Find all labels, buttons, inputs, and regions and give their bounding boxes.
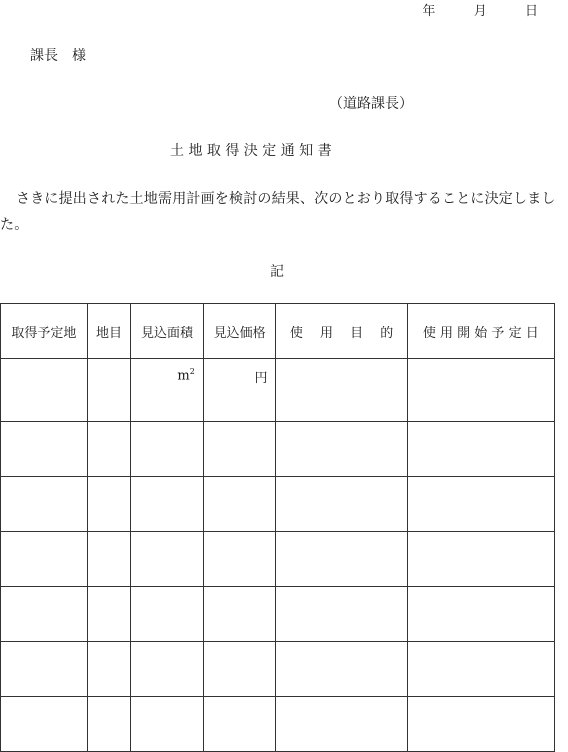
table-cell[interactable] (87, 477, 130, 532)
table-cell[interactable] (203, 587, 276, 642)
table-cell[interactable] (87, 697, 130, 752)
date-day: 日 (524, 4, 538, 19)
body-paragraph: さきに提出された土地需用計画を検討の結果、次のとおり取得することに決定しました。 (0, 191, 556, 233)
table-cell[interactable] (1, 422, 88, 477)
table-cell[interactable] (276, 422, 407, 477)
table-cell[interactable] (1, 532, 88, 587)
table-cell[interactable] (276, 697, 407, 752)
header-estimated-price: 見込価格 (203, 304, 276, 359)
table-cell[interactable] (131, 532, 204, 587)
acquisition-table (0, 303, 555, 752)
header-land-category: 地目 (87, 304, 130, 359)
table-row (1, 359, 555, 422)
table-cell[interactable] (407, 359, 554, 422)
header-purpose: 使 用 目 的 (276, 304, 407, 359)
table-cell[interactable] (1, 359, 88, 422)
table-cell[interactable] (276, 587, 407, 642)
table-cell[interactable] (131, 697, 204, 752)
table-cell[interactable] (131, 587, 204, 642)
area-unit-sup: 2 (189, 367, 195, 376)
table-cell[interactable] (407, 587, 554, 642)
table-cell[interactable] (407, 422, 554, 477)
date-year: 年 (422, 4, 436, 19)
header-start-date: 使 用 開 始 予 定 日 (407, 304, 554, 359)
addressee: 課長 様 (30, 48, 86, 64)
ki-label: 記 (270, 264, 284, 280)
table-cell[interactable] (407, 642, 554, 697)
empty-rows (1, 422, 555, 752)
date-month: 月 (473, 4, 487, 19)
price-unit: 円 (254, 371, 268, 386)
area-unit-cell[interactable] (131, 359, 204, 422)
table-cell[interactable] (87, 587, 130, 642)
table-cell[interactable] (87, 532, 130, 587)
table-row (1, 422, 555, 477)
table-cell[interactable] (1, 477, 88, 532)
document-title: 土 地 取 得 決 定 通 知 書 (170, 143, 332, 159)
area-unit: m (177, 368, 190, 384)
sender: （道路課長） (329, 96, 413, 112)
table-cell[interactable] (203, 422, 276, 477)
table-cell[interactable] (407, 477, 554, 532)
table-cell[interactable] (203, 642, 276, 697)
table-cell[interactable] (1, 587, 88, 642)
header-estimated-area: 見込面積 (131, 304, 204, 359)
table-cell[interactable] (203, 532, 276, 587)
table-cell[interactable] (87, 422, 130, 477)
table-cell[interactable] (131, 422, 204, 477)
header-planned-site: 取得予定地 (1, 304, 88, 359)
date-line (422, 0, 538, 19)
table-cell[interactable] (276, 532, 407, 587)
table-cell[interactable] (276, 642, 407, 697)
table-cell[interactable] (407, 532, 554, 587)
table-cell[interactable] (407, 697, 554, 752)
table-cell[interactable] (1, 697, 88, 752)
price-unit-cell[interactable] (203, 359, 276, 422)
table-row (1, 587, 555, 642)
table-cell[interactable] (131, 642, 204, 697)
table-cell[interactable] (1, 642, 88, 697)
table-cell[interactable] (276, 359, 407, 422)
table-row (1, 477, 555, 532)
table-row (1, 532, 555, 587)
table-cell[interactable] (87, 359, 130, 422)
table-cell[interactable] (276, 477, 407, 532)
table-row (1, 697, 555, 752)
table-cell[interactable] (203, 477, 276, 532)
table-cell[interactable] (87, 642, 130, 697)
table-row (1, 642, 555, 697)
table-cell[interactable] (203, 697, 276, 752)
table-cell[interactable] (131, 477, 204, 532)
table-header-row (1, 304, 555, 359)
